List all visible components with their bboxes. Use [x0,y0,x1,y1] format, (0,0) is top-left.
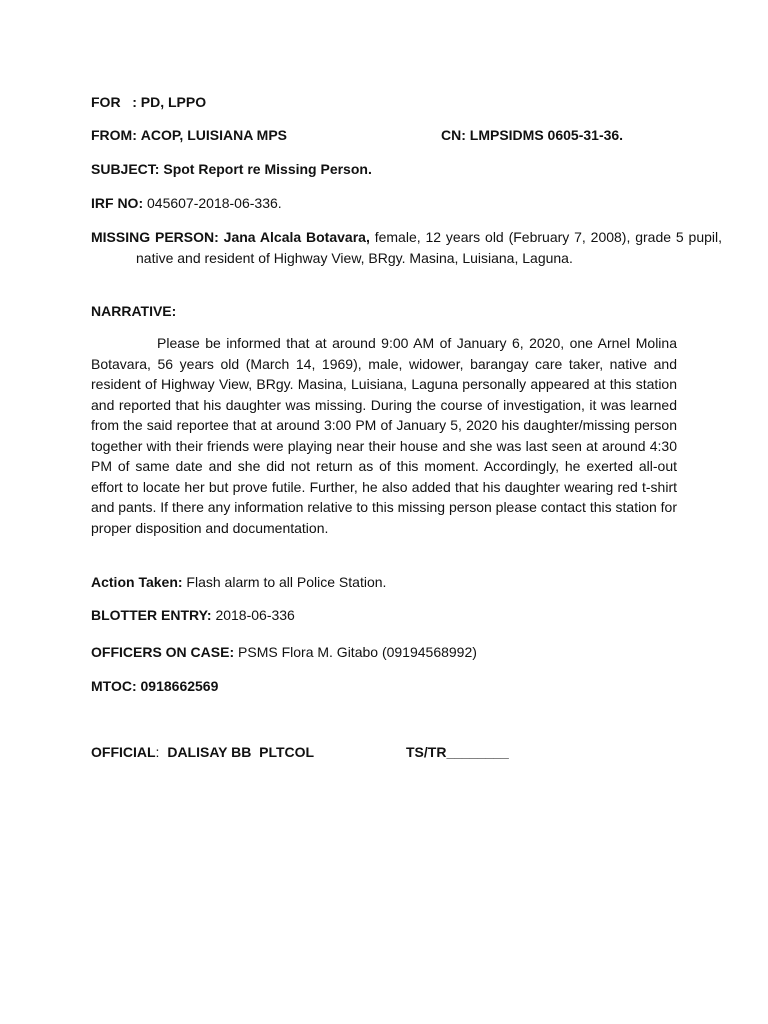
irf-label: IRF NO: [91,195,144,211]
official-line [91,744,314,761]
from-label: FROM: [91,127,137,143]
mtoc-label: MTOC: [91,678,137,694]
blotter-value: 2018-06-336 [215,607,295,623]
mtoc-line [91,678,218,695]
cn-label: CN: [441,127,466,143]
for-value: PD, LPPO [140,94,207,110]
official-colon: : [155,744,160,760]
action-line [91,574,386,591]
missing-person-block [91,227,722,268]
officers-label: OFFICERS ON CASE: [91,644,235,660]
from-line [91,127,287,144]
irf-value: 045607-2018-06-336. [147,195,282,211]
for-label: FOR : [91,94,137,110]
missing-person-label: MISSING PERSON: [91,229,219,245]
narrative-paragraph: Please be informed that at around 9:00 AM of January 6, 2020, one Arnel Molina Botavara, 56 years old (March 14, 1969), male, widower, barangay care taker, native and resident of Highway View, BRgy. Masina, Luisiana, Laguna personally appeared at this station and reported that his daughter was missing. During the course of investigation, it was learned from the said reportee that at around 3:00 PM of January 5, 2020 his daughter/missing person together with their friends were playing near their house and she was last seen at around 4:30 PM of same date and she did not return as of this moment. Accordingly, he exerted all-out effort to locate her but prove futile. Further, he also added that his daughter wearing red t-shirt and pants. If there any information relative to this missing person please contact this station for proper disposition and documentation. [91,335,677,536]
narrative-heading [91,303,176,320]
action-label: Action Taken: [91,574,183,590]
blotter-line [91,607,295,624]
official-label: OFFICIAL [91,744,156,760]
irf-line [91,195,282,212]
officers-line [91,644,477,661]
subject-value: Spot Report re Missing Person. [163,161,372,177]
missing-person-name: Jana Alcala Botavara, [223,229,370,245]
ts-tr-label: TS/TR________ [406,744,509,760]
cn-line [441,127,623,144]
from-value: ACOP, LUISIANA MPS [140,127,288,143]
for-line [91,94,206,111]
ts-tr-line [406,744,509,761]
missing-person-details: female, 12 years old (February 7, 2008), grade 5 pupil, native and resident of Highway View, BRgy. Masina, Luisiana, Laguna. [136,229,723,266]
action-value: Flash alarm to all Police Station. [186,574,387,590]
subject-label: SUBJECT: [91,161,160,177]
subject-line [91,161,372,178]
blotter-label: BLOTTER ENTRY: [91,607,212,623]
narrative-label: NARRATIVE: [91,303,177,319]
official-value: DALISAY BB PLTCOL [167,744,315,760]
officers-value: PSMS Flora M. Gitabo (09194568992) [238,644,477,660]
mtoc-value: 0918662569 [140,678,219,694]
cn-value: LMPSIDMS 0605-31-36. [469,127,624,143]
